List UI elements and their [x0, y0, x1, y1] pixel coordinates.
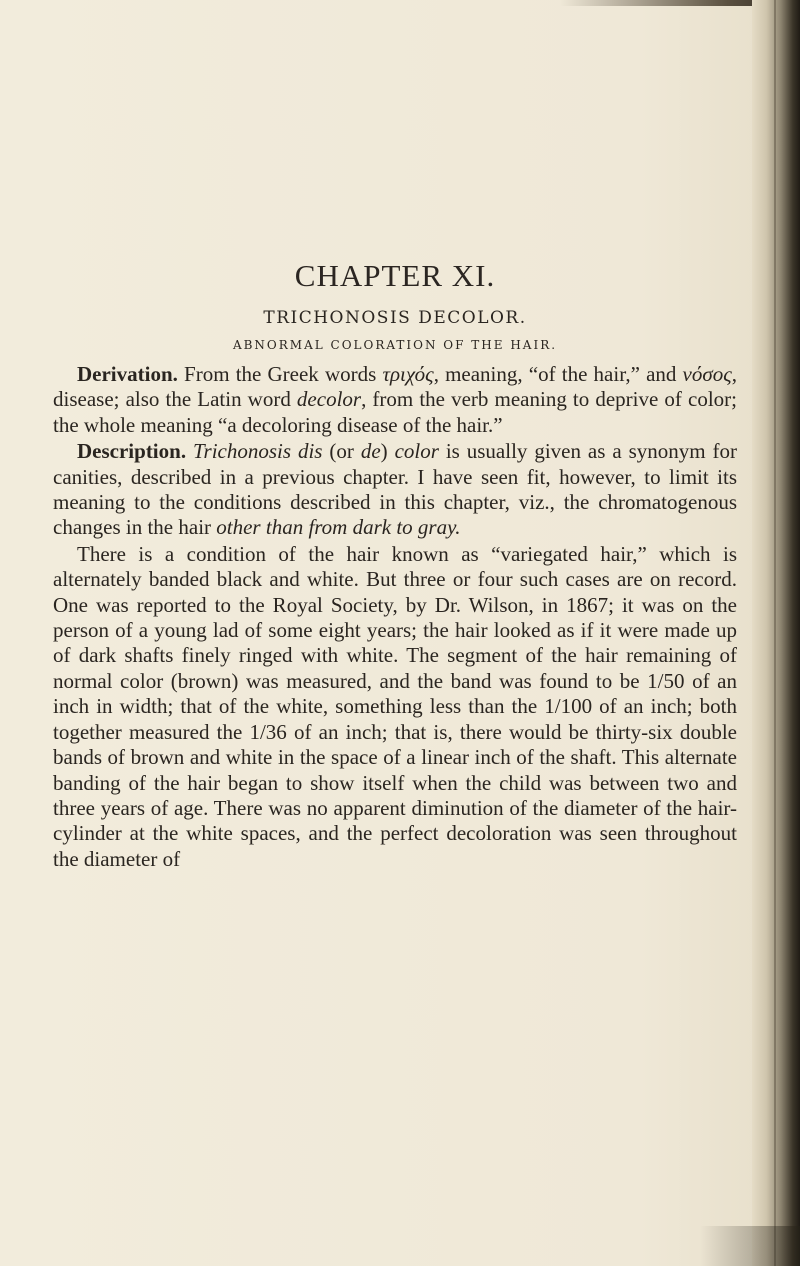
derivation-paragraph	[53, 362, 737, 438]
page-content	[53, 258, 737, 872]
latin-word: decolor	[296, 387, 362, 412]
variegated-text-1: There is a condition of the hair known as “variegated hair,” which is alternately banded black and white. But three or four such cases are on record. One was reported to the Royal Society, by Dr. Wilson, in 1867; it was on the person of a young lad of some eight years; the hair looked as if it were made up of dark shafts finely ringed with white. The segment of the hair remaining of normal color (brown) was measured, and the band was found to be	[53, 541, 737, 693]
fraction-both-bands: 1/36	[249, 719, 287, 744]
derivation-text-4: , from the verb meaning to deprive of color; the whole meaning “a decoloring disease of the hair.”	[53, 387, 737, 437]
description-lead: Description.	[77, 439, 187, 464]
page-corner-shadow	[700, 1226, 800, 1266]
description-text-2: (or	[322, 439, 361, 464]
section-subtitle: ABNORMAL COLORATION OF THE HAIR.	[232, 338, 558, 352]
description-other: other than from dark to gray.	[216, 515, 461, 540]
spine-crease	[774, 0, 776, 1266]
description-text-3: )	[380, 439, 395, 464]
derivation-lead: Derivation.	[77, 362, 178, 386]
description-text-1	[186, 439, 193, 463]
chapter-title: CHAPTER XI.	[294, 258, 496, 293]
derivation-text-3: , disease; also the Latin word	[53, 362, 737, 412]
variegated-paragraph	[53, 542, 737, 872]
description-de: de	[360, 439, 381, 464]
description-color: color	[394, 439, 439, 464]
variegated-text-2: of an inch in width; that of the white, something less than the	[53, 668, 737, 719]
greek-word-disease: νόσος	[682, 362, 732, 386]
section-title: TRICHONOSIS DECOLOR.	[263, 308, 527, 328]
description-paragraph	[53, 439, 737, 541]
derivation-text-2: , meaning, “of the hair,” and	[433, 362, 683, 386]
book-spine-shadow	[752, 0, 800, 1266]
fraction-brown-band: 1/50	[647, 668, 685, 693]
variegated-text-4: of an inch; that is, there would be thirty-six double bands of brown and white in the space of a linear inch of the shaft. This alternate banding of the hair began to show itself when the child was between two and three years of age. There was no apparent diminution of the diameter of the hair-cylinder at the white spaces, and the perfect decoloration was seen throughout the diameter of	[53, 719, 737, 871]
fraction-white-band: 1/100	[544, 694, 593, 719]
derivation-text-1: From the Greek words	[177, 362, 383, 386]
description-term: Trichonosis dis	[193, 439, 323, 464]
greek-word-hair: τριχός	[382, 362, 434, 386]
variegated-text-3: of an inch; both together measured the	[53, 694, 737, 744]
description-text-4: is usually given as a synonym for canities, described in a previous chapter. I have seen fit, however, to limit its meaning to the conditions described in this chapter, viz., the chromatogenous changes in the hair	[53, 439, 737, 540]
